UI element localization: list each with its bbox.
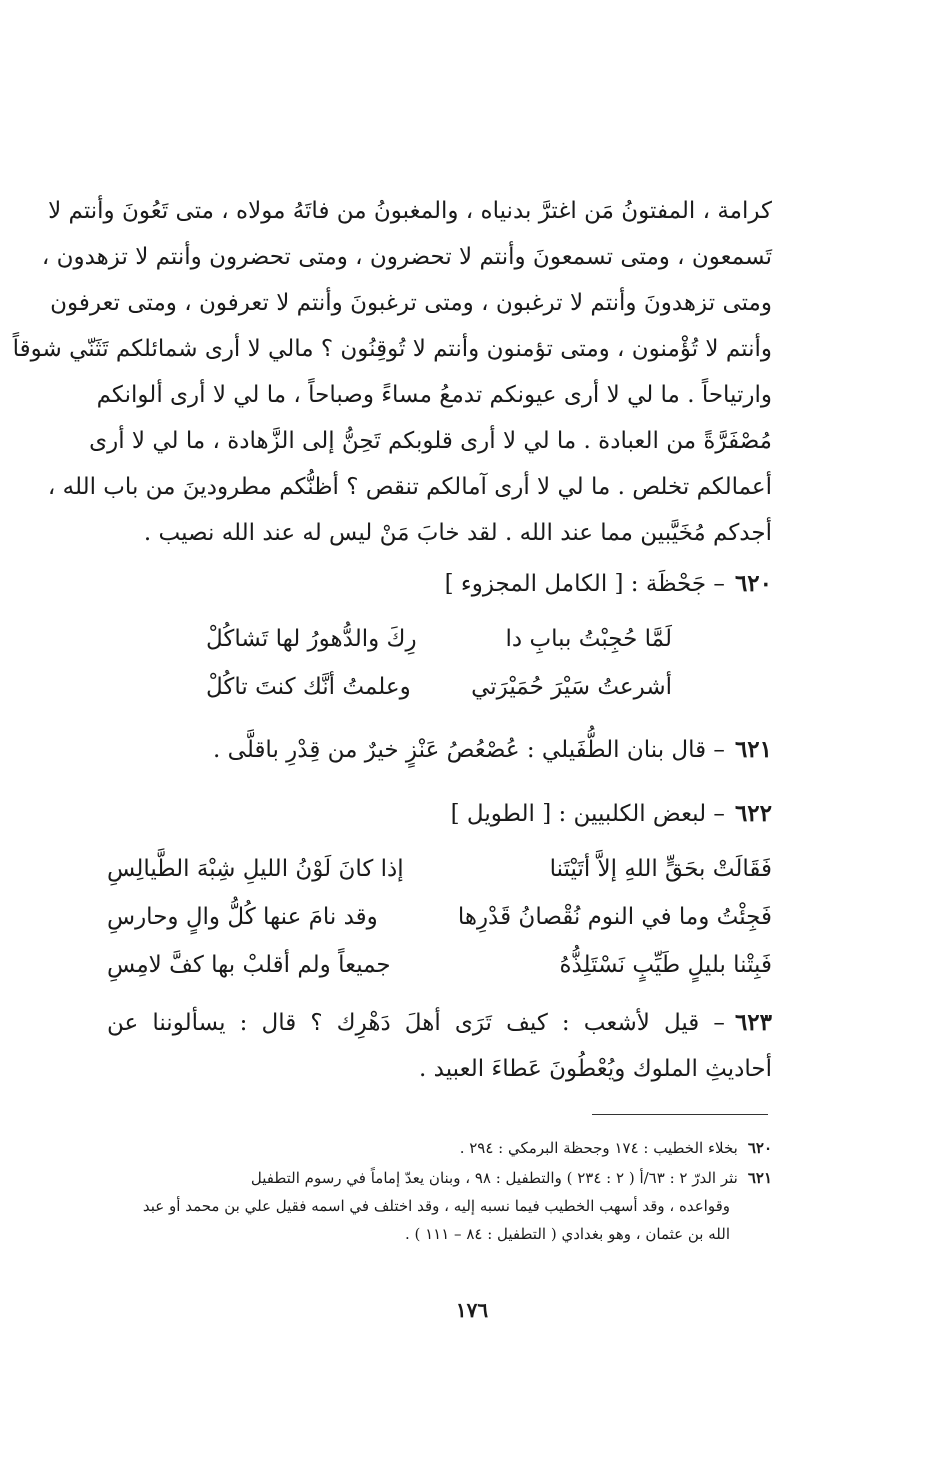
paragraph-line: أعمالكم تخلص . ما لي لا أرى آمالكم تنقص ؟ أظنُّكم مطرودينَ من باب الله ، bbox=[47, 474, 772, 500]
page-number: ١٧٦ bbox=[455, 1298, 489, 1322]
entry-623 bbox=[107, 1000, 772, 1092]
paragraph-line: كرامة ، المفتونُ مَن اغترَّ بدنياه ، والمغبونُ من فاتَهُ مولاه ، متى تَعُونَ وأنتم لا bbox=[48, 198, 772, 224]
footnote-text: الله بن عثمان ، وهو بغدادي ( التطفيل : ٨٤ – ١١١ ) . bbox=[404, 1225, 730, 1243]
paragraph-line: مُصْفَرَّةً من العبادة . ما لي لا أرى قلوبكم تَحِنُّ إلى الزَّهادة ، ما لي لا أرى bbox=[89, 428, 772, 454]
entry-number: ٦٢١ bbox=[734, 736, 772, 763]
verse-second-hemistich: جميعاً ولم أقلبْ بها كفَّ لامِسِ bbox=[107, 952, 391, 978]
entry-number: ٦٢٠ bbox=[734, 570, 772, 597]
entry-number: ٦٢٣ bbox=[734, 1009, 772, 1036]
entry-622-heading bbox=[451, 800, 772, 827]
footnote-separator bbox=[592, 1114, 768, 1115]
paragraph-line: تَسمعون ، ومتى تسمعونَ وأنتم لا تحضرون ، ومتى تحضرون وأنتم لا تزهدون ، bbox=[41, 244, 772, 270]
verse-first-hemistich: فَبِتْنا بليلٍ طَيِّبٍ نَسْتَلِذُّهُ bbox=[559, 952, 772, 978]
footnote-text: بخلاء الخطيب : ١٧٤ وجحظة البرمكي : ٢٩٤ . bbox=[459, 1139, 738, 1157]
entry-620-heading bbox=[445, 570, 772, 597]
paragraph-line: وأنتم لا تُؤْمنون ، ومتى تؤمنون وأنتم لا تُوقِنُون ؟ مالي لا أرى شمائلكم تَثَنّي شوقاً bbox=[12, 336, 772, 362]
verse-first-hemistich: أشرعتُ سَيْرَ حُمَيْرَتي bbox=[471, 674, 672, 700]
paragraph-line: ومتى تزهدونَ وأنتم لا ترغبون ، ومتى ترغبونَ وأنتم لا تعرفون ، ومتى تعرفون bbox=[50, 290, 772, 316]
footnote-number: ٦٢٠ bbox=[747, 1139, 772, 1157]
verse-second-hemistich: وعلمتُ أنَّك كنتَ تاكُلْ bbox=[206, 674, 411, 700]
footnote-620 bbox=[107, 1134, 772, 1162]
paragraph-line bbox=[107, 1000, 772, 1046]
entry-number: ٦٢٢ bbox=[734, 800, 772, 827]
paragraph-line: أحاديثِ الملوك ويُعْطُونَ عَطاءَ العبيد . bbox=[419, 1056, 772, 1082]
paragraph-line: وارتياحاً . ما لي لا أرى عيونكم تدمعُ مساءً وصباحاً ، ما لي لا أرى ألوانكم bbox=[96, 382, 772, 408]
footnote-621 bbox=[107, 1164, 772, 1248]
intro-paragraph bbox=[12, 188, 772, 556]
paragraph-line: أجدكم مُخَيَّبين مما عند الله . لقد خابَ مَنْ ليس له عند الله نصيب . bbox=[143, 520, 772, 546]
verse-first-hemistich: لَمَّا حُجِبْتُ ببابِ دا bbox=[505, 626, 672, 652]
entry-text: – جَحْظَة : [ الكامل المجزوء ] bbox=[444, 571, 725, 597]
footnote-text: نثر الدرّ ٢ : ٦٣/أ ( ٢ : ٢٣٤ ) والتطفيل : ٩٨ ، وبنان يعدّ إماماً في رسوم التطفيل bbox=[250, 1169, 738, 1187]
verse-first-hemistich: فَجِئْتُ وما في النوم نُقْصانُ قَدْرِها bbox=[457, 904, 772, 930]
verse-second-hemistich: وقد نامَ عنها كُلُّ والٍ وحارسِ bbox=[107, 904, 378, 930]
verse-second-hemistich: رِكَ والدُّهورُ لها تَشاكُلْ bbox=[206, 626, 417, 652]
entry-text: – قال بنان الطُّفَيلي : عُصْعُصُ عَنْزٍ خيرٌ من قِدْرِ باقلَّى . bbox=[213, 737, 725, 763]
entry-text: – لبعض الكلبيين : [ الطويل ] bbox=[450, 801, 725, 827]
footnote-number: ٦٢١ bbox=[747, 1169, 772, 1187]
entry-text: – قيل لأشعب : كيف تَرَى أهلَ دَهْرِك ؟ قال : يسألوننا عن bbox=[107, 1010, 725, 1036]
verse-second-hemistich: إذا كانَ لَوْنُ الليلِ شِبْهَ الطَّيالِسِ bbox=[107, 856, 404, 882]
footnote-text: وقواعده ، وقد أسهب الخطيب فيما نسبه إليه ، وقد اختلف في اسمه فقيل علي بن محمد أو عبد bbox=[142, 1197, 730, 1215]
entry-621 bbox=[213, 736, 772, 763]
verse-first-hemistich: فَقَالَتْ بحَقٍّ اللهِ إلاَّ أتَيْتَنا bbox=[549, 856, 772, 882]
entry-620-poem bbox=[172, 626, 772, 726]
entry-622-poem bbox=[107, 856, 772, 996]
